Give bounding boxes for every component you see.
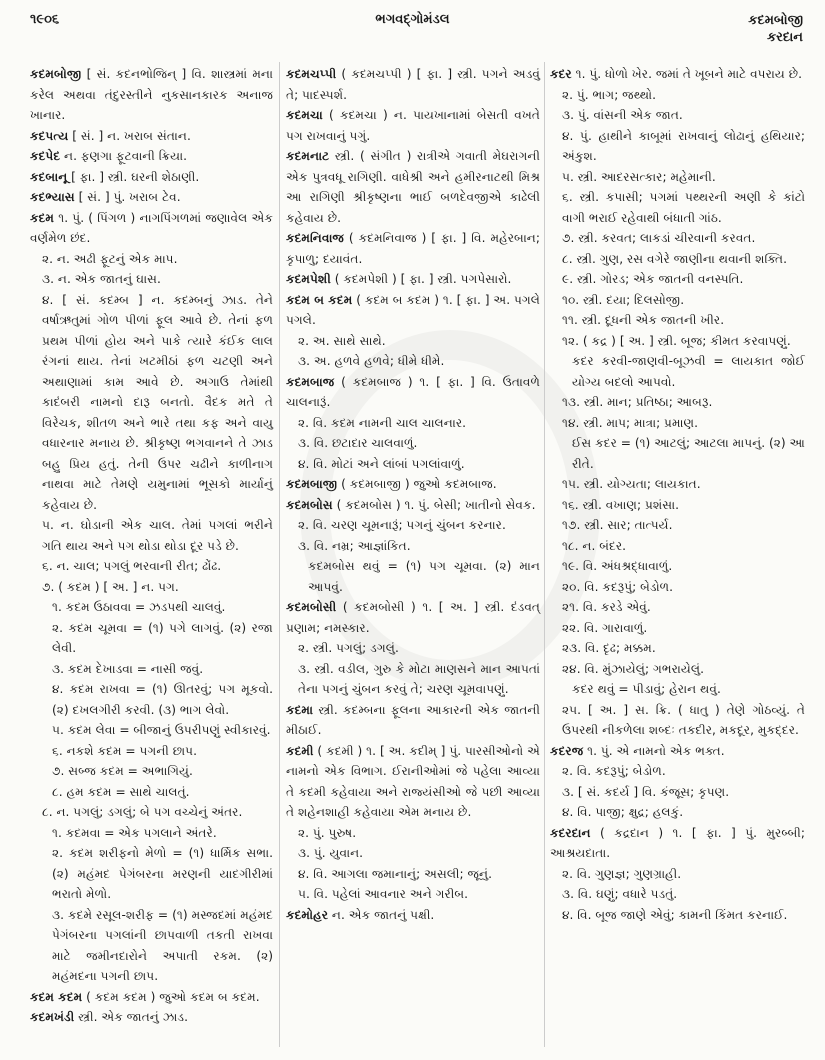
- dictionary-entry: [286, 905, 540, 926]
- definition-text: ૨. પું. પુરુષ.: [298, 825, 357, 840]
- definition-text: ૪. વિ. પાજી; ક્ષુદ્ર; હલકું.: [562, 805, 684, 819]
- dictionary-column-1: [30, 64, 273, 1028]
- entry-sense: [30, 741, 273, 762]
- definition-text: ૧૫. સ્ત્રી. યોગ્યતા; લાયકાત.: [562, 477, 701, 491]
- dictionary-entry: [30, 146, 273, 167]
- definition-text: સ્ત્રી. એક જાતનું ઝાડ.: [74, 1010, 188, 1024]
- headword: કદમપેશી: [286, 272, 331, 286]
- entry-sense: [550, 536, 805, 557]
- definition-text: ૨. અ. સાથે સાથે.: [298, 333, 386, 348]
- definition-text: ૮. ન. પગલું; ડગલું; બે પગ વચ્ચેનું અંતર.: [42, 805, 243, 819]
- definition-text: ૧. કદમવા = એક પગલાને અંતરે.: [52, 825, 217, 840]
- entry-sense: [286, 536, 540, 557]
- definition-text: [ ફા. ] સ્ત્રી. ઘરની શેઠાણી.: [67, 169, 200, 184]
- entry-sense: [550, 85, 805, 106]
- definition-text: ૨. પું. ભાગ; જથ્થો.: [562, 87, 656, 102]
- dictionary-entry: [286, 474, 540, 495]
- definition-text: કદર કરવી-જાણવી-બૂઝવી = લાયકાત જોઈ યોગ્ય બદલો આપવો.: [572, 354, 805, 389]
- headword: કદમ: [30, 210, 55, 225]
- headword: કદભ્યાસ: [30, 190, 75, 204]
- definition-text: ૨. સ્ત્રી. પગલું; ડગલું.: [298, 641, 399, 655]
- definition-text: ૭. સબ્જ કદમ = અભાગિયું.: [52, 764, 193, 778]
- dictionary-entry: [30, 64, 273, 126]
- definition-text: ૪. પું. હાથીને કાબૂમાં રાખવાનું લોઢાનું હથિયાર; અંકુશ.: [562, 128, 805, 163]
- headword: કદબાનૂ: [30, 169, 68, 184]
- entry-sense: [550, 515, 805, 536]
- definition-text: ( કદમચપ્પી ) [ ફા. ] સ્ત્રી. પગને અડવું તે; પાદસ્પર્શ.: [286, 67, 540, 102]
- headword: કદમચપ્પી: [286, 67, 337, 81]
- definition-text: ૪. વિ. બૂજ જાણે એવું; કામની કિંમત કરનાઈ.: [562, 907, 788, 922]
- definition-text: ( કદમનિવાજ ) [ ફા. ] વિ. મહેરબાન; કૃપાળુ; દયાવંત.: [286, 231, 540, 266]
- entry-sense: [286, 556, 540, 597]
- entry-sense: [550, 618, 805, 639]
- definition-text: ૩. કદમ દેખાડવા = નાસી જવું.: [52, 661, 204, 676]
- entry-sense: [550, 556, 805, 577]
- entry-sense: [550, 290, 805, 311]
- definition-text: ૧૬. સ્ત્રી. વખાણ; પ્રશંસા.: [562, 497, 680, 512]
- entry-sense: [286, 843, 540, 864]
- headword: કદમખંડી: [30, 1010, 75, 1024]
- dictionary-entry: [286, 105, 540, 146]
- dictionary-entry: [30, 987, 273, 1008]
- definition-text: ( કદમબાજી ) જુઓ કદમબાજ.: [337, 477, 497, 491]
- definition-text: ૨૩. વિ. દૃઢ; મક્કમ.: [562, 641, 656, 655]
- entry-sense: [550, 433, 805, 474]
- definition-text: ૨. વિ. ચરણ ચૂમનારૂં; પગનું ચુંબન કરનાર.: [298, 518, 506, 532]
- headword: કદપેદ: [30, 149, 61, 163]
- entry-sense: [550, 638, 805, 659]
- entry-sense: [286, 413, 540, 434]
- entry-sense: [550, 474, 805, 495]
- definition-text: ૧૯. વિ. અંધશ્રદ્ધાવાળું.: [562, 559, 673, 573]
- definition-text: ૧. પું. એ નામનો એક ભક્ત.: [583, 743, 725, 758]
- entry-sense: [30, 249, 273, 270]
- guide-word-last: કરદાન: [766, 30, 803, 45]
- definition-text: ( કદમ બ કદમ ) ૧. [ ફા. ] અ. પગલે પગલે.: [286, 292, 540, 327]
- dictionary-entry: [550, 823, 805, 864]
- definition-text: ૨૪. વિ. મુંઝાયેલું; ગભરાયેલું.: [562, 661, 704, 676]
- dictionary-entry: [286, 228, 540, 269]
- definition-text: ૫. સ્ત્રી. આદરસત્કાર; મહેમાની.: [562, 169, 716, 184]
- entry-sense: [550, 577, 805, 598]
- definition-text: ૩. [ સં. કદર્ય ] વિ. કંજૂસ; કૃપણ.: [562, 784, 730, 799]
- definition-text: ૬. નકશે કદમ = પગની છાપ.: [52, 743, 197, 758]
- definition-text: સ્ત્રી. કદમ્બના ફૂલના આકારની એક જાતની મીઠાઈ.: [286, 702, 540, 737]
- definition-text: સ્ત્રી. ( સંગીત ) રાત્રીએ ગવાતી મેઘરાગની એક પુત્રવધૂ રાગિણી. વાધેશ્રી અને હમીરનાટથી મિશ્ર આ રાગિણી શ્રીકૃષ્ણના ભાઈ બળદેવજીએ કાઢેલી કહેવાય છે.: [286, 149, 540, 225]
- dictionary-entry: [286, 64, 540, 105]
- headword: કદર: [550, 67, 572, 81]
- entry-sense: [550, 249, 805, 270]
- definition-text: ૧૮. ન. બંદર.: [562, 538, 627, 553]
- entry-sense: [550, 105, 805, 126]
- entry-sense: [30, 782, 273, 803]
- entry-sense: [550, 269, 805, 290]
- entry-sense: [30, 597, 273, 618]
- dictionary-entry: [286, 290, 540, 331]
- entry-sense: [286, 638, 540, 659]
- definition-text: ૩. વિ. ઘણું; વધારે પડતું.: [562, 887, 678, 901]
- entry-sense: [30, 905, 273, 987]
- headword: કદમબોસી: [286, 600, 337, 614]
- dictionary-entry: [30, 187, 273, 208]
- definition-text: ૫. વિ. પહેલાં આવનાર અને ગરીબ.: [298, 887, 468, 901]
- definition-text: ૧૪. સ્ત્રી. માપ; માત્રા; પ્રમાણ.: [562, 415, 699, 430]
- definition-text: ૭. સ્ત્રી. કરવત; લાકડાં ચીરવાની કરવત.: [562, 231, 756, 245]
- dictionary-entry: [286, 146, 540, 228]
- dictionary-entry: [550, 64, 805, 85]
- entry-sense: [550, 392, 805, 413]
- definition-text: ૮. સ્ત્રી. ગુણ, રસ વગેરે જાણીના થવાની શક્તિ.: [562, 251, 787, 266]
- headword: કદમ કદમ: [30, 989, 83, 1004]
- entry-sense: [30, 269, 273, 290]
- definition-text: ૧. કદમ ઉઠાવવા = ઝડપથી ચાલવું.: [52, 600, 226, 614]
- definition-text: ૩. કદમે રસૂલ-શરીફ = (૧) મસ્જદમાં મહંમદ પેગંબરના પગલાંની છાપવાળી તકતી રાખવા માટે જમીનદારોને અપાતી રકમ. (૨) મહંમદના પગની છાપ.: [52, 907, 273, 983]
- definition-text: ૧. પું. ( પિંગળ ) નાગપિંગળમાં જણાવેલ એક વર્ણમેળ છંદ.: [30, 210, 273, 245]
- entry-sense: [550, 884, 805, 905]
- dictionary-entry: [286, 741, 540, 823]
- entry-sense: [286, 515, 540, 536]
- definition-text: ૬. ન. ચાલ; પગલું ભરવાની રીત; ઢોંઢ.: [42, 559, 222, 573]
- column-divider: [279, 62, 280, 1047]
- definition-text: ૨. ન. અઢી ફૂટનું એક માપ.: [42, 251, 178, 266]
- entry-sense: [286, 864, 540, 885]
- entry-sense: [550, 659, 805, 680]
- entry-sense: [550, 864, 805, 885]
- definition-text: [ સં. ] ન. ખરાબ સંતાન.: [68, 128, 191, 143]
- guide-words: [748, 12, 803, 46]
- entry-sense: [550, 310, 805, 331]
- definition-text: ૩. વિ. છટાદાર ચાલવાળું.: [298, 436, 418, 450]
- definition-text: ન. એક જાતનું પક્ષી.: [328, 907, 435, 922]
- headword: કદમબાજી: [286, 477, 338, 491]
- definition-text: ૧૧. સ્ત્રી. દૂધની એક જાતની ખીર.: [562, 313, 725, 327]
- definition-text: ૮. હમ કદમ = સાથે ચાલતું.: [52, 784, 190, 799]
- definition-text: ૪. વિ. આગલા જમાનાનું; અસલી; જૂનું.: [298, 866, 493, 881]
- headword: કદમા: [286, 702, 314, 717]
- definition-text: ૨. વિ. કદરૂપું; બેડોળ.: [562, 764, 666, 778]
- definition-text: ૩. અ. હળવે હળવે; ધીમે ધીમે.: [298, 354, 445, 368]
- entry-sense: [30, 659, 273, 680]
- definition-text: ૭. ( કદમ ) [ અ. ] ન. પગ.: [42, 579, 179, 594]
- entry-sense: [286, 351, 540, 372]
- definition-text: ૨૧. વિ. કરડે એવું.: [562, 600, 651, 614]
- entry-sense: [30, 802, 273, 823]
- definition-text: ૩. વિ. નમ્ર; આજ્ઞાંકિત.: [298, 538, 411, 553]
- headword: કદરજ: [550, 743, 584, 758]
- definition-text: ૪. [ સં. કદમ્બ ] ન. કદમ્બનું ઝાડ. તેને વર્ષાઋતુમાં ગોળ પીળાં ફૂલ આવે છે. તેનાં ફળ પ્રથમ પીળાં હોય અને પાકે ત્યારે કંઈક લાલ રંગનાં થાય. તેનાં ખટમીઠાં ફળ ચટણી અને અથાણામાં કામ આવે છે. અગાઉ તેમાંથી કાદંબરી નામનો દારૂ બનતો. વૈદક મતે તે વિરેચક, શીતળ અને ભારે તથા કફ અને વાયુ વધારનાર મનાય છે. શ્રીકૃષ્ણ ભગવાનને તે ઝાડ બહુ પ્રિય હતું. તેની ઉપર ચઢીને કાળીનાગ નાથવા માટે તેમણે યમુનામાં ભૂસકો માર્યાનું કહેવાય છે.: [42, 292, 273, 512]
- dictionary-entry: [286, 372, 540, 413]
- definition-text: [ સં. કદનભોજિન્ ] વિ. શાસ્ત્રમાં મના કરેલ અથવા તંદુરસ્તીને નુકસાનકારક અનાજ ખાનાર.: [30, 67, 273, 122]
- entry-sense: [550, 351, 805, 392]
- definition-text: ( કદમબાજ ) ૧. [ ફા. ] વિ. ઉતાવળે ચાલનારૂં.: [286, 374, 540, 409]
- headword: કદમબાજ: [286, 374, 335, 389]
- dictionary-entry: [286, 495, 540, 516]
- entry-sense: [550, 761, 805, 782]
- headword: કદમચા: [286, 108, 323, 122]
- entry-sense: [550, 126, 805, 167]
- headword: કદરદાન: [550, 825, 591, 840]
- dictionary-entry: [30, 167, 273, 188]
- entry-sense: [286, 454, 540, 475]
- headword: કદમનિવાજ: [286, 231, 344, 245]
- definition-text: ૧. પું. ધોળો ખેર. જમાં તે ખૂબને માટે વપરાય છે.: [571, 67, 803, 81]
- definition-text: ૧૨. ( કદ્ર ) [ અ. ] સ્ત્રી. બૂજ; કીમત કરવાપણું.: [562, 333, 791, 348]
- entry-sense: [550, 228, 805, 249]
- definition-text: ૫. ન. ઘોડાની એક ચાલ. તેમાં પગલાં ભરીને ગતિ થાય અને પગ થોડા થોડા દૂર પડે છે.: [42, 518, 273, 553]
- entry-sense: [550, 413, 805, 434]
- book-title: ભગવદ્ગોમંડલ: [375, 12, 450, 27]
- definition-text: ૩. સ્ત્રી. વડીલ, ગુરુ કે મોટા માણસને માન આપતાં તેના પગનું ચુંબન કરવું તે; ચરણ ચૂમવાપણું.: [298, 661, 540, 696]
- entry-sense: [30, 679, 273, 720]
- definition-text: ૨૦. વિ. કદરૂપું; બેડોળ.: [562, 579, 674, 594]
- entry-sense: [286, 659, 540, 700]
- column-divider: [544, 62, 545, 1047]
- dictionary-entry: [30, 208, 273, 249]
- entry-sense: [286, 884, 540, 905]
- entry-sense: [550, 802, 805, 823]
- dictionary-entry: [30, 126, 273, 147]
- entry-sense: [550, 905, 805, 926]
- entry-sense: [550, 167, 805, 188]
- definition-text: ( કદમી ) ૧. [ અ. કદીમ્ ] પું. પારસીઓનો એ નામનો એક વિભાગ. ઈરાનીઓમાં જે પહેલા આવ્યા તે કદમી કહેવાયા અને રાજ્યંસીઓ જે પછી આવ્યા તે શહેનશાહી કહેવાયા એમ મનાય છે.: [286, 743, 540, 819]
- definition-text: ૫. કદમ લેવા = બીજાનું ઉપરીપણું સ્વીકારવું.: [52, 723, 271, 737]
- entry-sense: [550, 782, 805, 803]
- definition-text: ન. ફણગા ફૂટવાની ક્રિયા.: [60, 149, 187, 163]
- definition-text: ( કદમબોસી ) ૧. [ અ. ] સ્ત્રી. દંડવત્ પ્રણામ; નમસ્કાર.: [286, 600, 540, 635]
- headword: કદમનાટ: [286, 149, 330, 163]
- definition-text: ( કદ્રદાન ) ૧. [ ફા. ] પું. મુરબ્બી; આશ્રયદાતા.: [550, 825, 805, 860]
- definition-text: ( કદમ કદમ ) જુઓ કદમ બ કદમ.: [82, 989, 260, 1004]
- guide-word-first: કદમબોજી: [748, 13, 803, 28]
- dictionary-entry: [286, 700, 540, 741]
- definition-text: ૨. વિ. ગુણજ્ઞ; ગુણગ્રાહી.: [562, 866, 682, 881]
- definition-text: ઈસ કદર = (૧) આટલું; આટલા માપનું. (૨) આ રીતે.: [572, 436, 806, 471]
- entry-sense: [286, 433, 540, 454]
- definition-text: ૧૩. સ્ત્રી. માન; પ્રતિષ્ઠા; આબરૂ.: [562, 395, 713, 409]
- definition-text: [ સં. ] પું. ખરાબ ટેવ.: [74, 190, 181, 204]
- entry-sense: [30, 556, 273, 577]
- definition-text: ૬. સ્ત્રી. કપાસી; પગમાં પથ્થરની અણી કે કાંટો વાગી ભરાઈ રહેવાથી બંધાતી ગાંઠ.: [562, 190, 805, 225]
- dictionary-column-3: [550, 64, 805, 925]
- definition-text: કદર થવું = પીડાવું; હેરાન થવું.: [572, 682, 721, 696]
- dictionary-entry: [30, 1007, 273, 1028]
- definition-text: ૨. કદમ શરીફનો મેળો = (૧) ધાર્મિક સભા. (૨) મહંમદ પેગંબરના મરણની યાદગીરીમાં ભરાતો મેળો.: [52, 846, 273, 901]
- headword: કદમ બ કદમ: [286, 292, 353, 307]
- definition-text: કદમબોસ થવું = (૧) પગ ચૂમવા. (૨) માન આપવું.: [308, 559, 540, 594]
- entry-sense: [550, 700, 805, 741]
- definition-text: ૩. પું. વાંસની એક જાત.: [562, 108, 683, 122]
- definition-text: ૨. કદમ ચૂમવા = (૧) પગે લાગવું. (૨) રજા લેવી.: [52, 620, 273, 655]
- dictionary-entry: [550, 741, 805, 762]
- definition-text: ૩. પું. યુવાન.: [298, 846, 364, 860]
- entry-sense: [30, 823, 273, 844]
- definition-text: ( કદમચા ) ન. પાયખાનામાં બેસતી વખતે પગ રાખવાનું પગું.: [286, 108, 540, 143]
- entry-sense: [550, 331, 805, 352]
- entry-sense: [30, 618, 273, 659]
- entry-sense: [30, 577, 273, 598]
- definition-text: ૪. કદમ રાખવા = (૧) ઊતરવું; પગ મૂકવો. (૨) દખલગીરી કરવી. (૩) ભાગ લેવો.: [52, 682, 273, 717]
- headword: કદમી: [286, 743, 314, 758]
- headword: કદમોહર: [286, 907, 329, 922]
- entry-sense: [550, 495, 805, 516]
- entry-sense: [30, 761, 273, 782]
- definition-text: ૪. વિ. મોટાં અને લાંબાં પગલાંવાળું.: [298, 456, 465, 471]
- entry-sense: [30, 720, 273, 741]
- entry-sense: [550, 679, 805, 700]
- entry-sense: [550, 597, 805, 618]
- dictionary-column-2: [286, 64, 540, 925]
- headword: કદમબોજી: [30, 67, 82, 81]
- definition-text: ૨૫. [ અ. ] સ. ક્રિ. ( ધાતુ ) તેણે ગોઠવ્યું. તે ઉપરથી નીકળેલા શબ્દઃ તકદીર, મકદૂર, મુકદ્દર.: [562, 702, 805, 737]
- page-number: ૧૯૦૬: [30, 12, 60, 27]
- entry-sense: [30, 515, 273, 556]
- definition-text: ૨૨. વિ. ગારાવાળું.: [562, 620, 648, 635]
- definition-text: ૨. વિ. કદમ નામની ચાલ ચાલનાર.: [298, 415, 467, 430]
- definition-text: ૧૦. સ્ત્રી. દયા; દિલસોજી.: [562, 292, 685, 307]
- headword: કદપત્ય: [30, 128, 69, 143]
- headword: કદમબોસ: [286, 497, 333, 512]
- entry-sense: [30, 290, 273, 516]
- dictionary-entry: [286, 269, 540, 290]
- definition-text: ૧૭. સ્ત્રી. સાર; તાત્પર્ય.: [562, 518, 673, 532]
- entry-sense: [286, 823, 540, 844]
- entry-sense: [286, 331, 540, 352]
- definition-text: ( કદમબોસ ) ૧. પું. બેસી; ખાતીનો સેવક.: [332, 497, 536, 512]
- definition-text: ૩. ન. એક જાતનું ઘાસ.: [42, 272, 161, 286]
- definition-text: ૯. સ્ત્રી. ગોરડ; એક જાતની વનસ્પતિ.: [562, 272, 744, 286]
- definition-text: ( કદમપેશી ) [ ફા. ] સ્ત્રી. પગપેસારો.: [330, 272, 512, 286]
- entry-sense: [30, 843, 273, 905]
- dictionary-entry: [286, 597, 540, 638]
- entry-sense: [550, 187, 805, 228]
